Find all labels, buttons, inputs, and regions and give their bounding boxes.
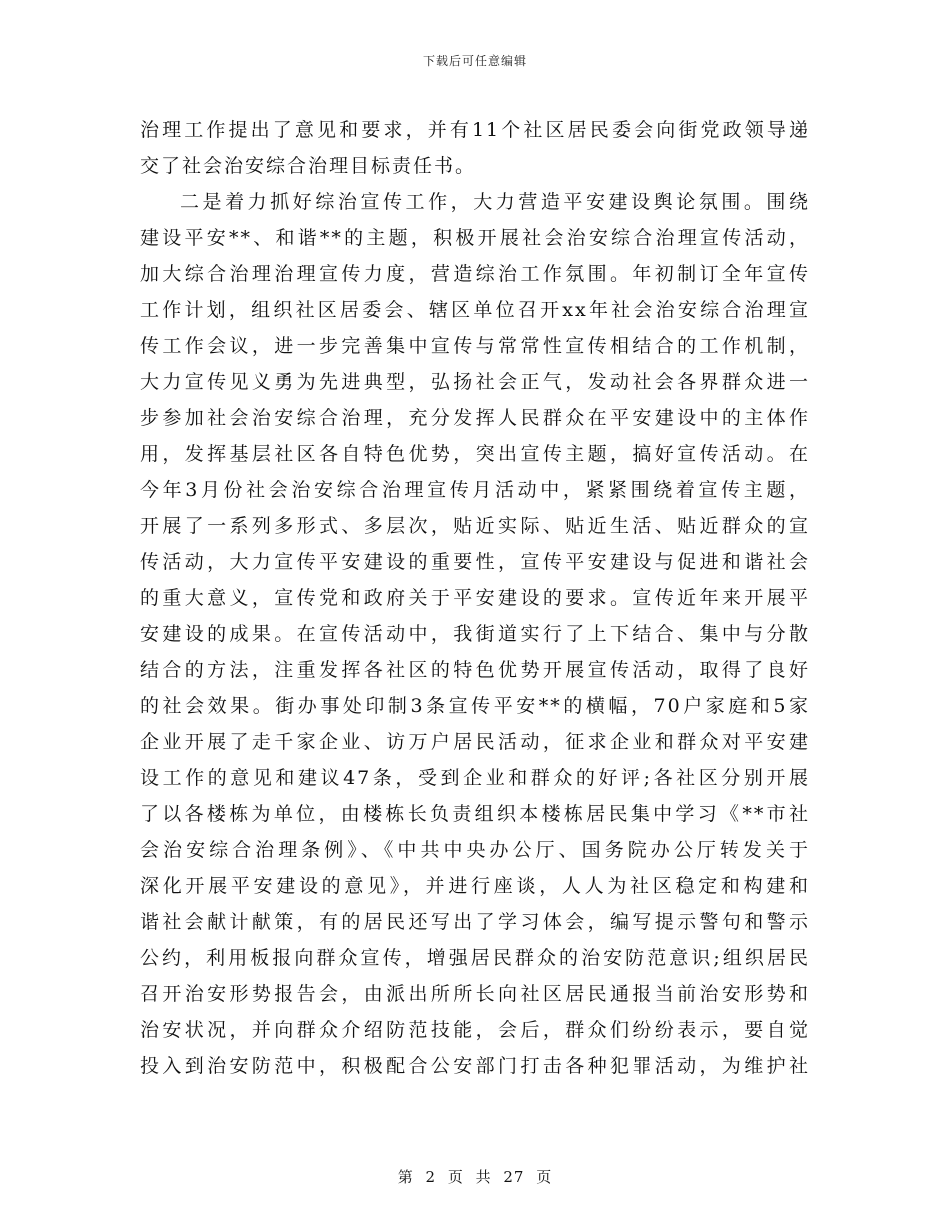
text-line: 用，发挥基层社区各自特色优势，突出宣传主题，搞好宣传活动。在	[140, 443, 810, 465]
text-line: 谐社会献计献策，有的居民还写出了学习体会，编写提示警句和警示	[140, 911, 810, 933]
text-line: 今年3月份社会治安综合治理宣传月活动中，紧紧围绕着宣传主题，	[140, 479, 810, 501]
text-line: 深化开展平安建设的意见》，并进行座谈，人人为社区稳定和构建和	[140, 875, 810, 897]
text-line: 治安状况，并向群众介绍防范技能，会后，群众们纷纷表示，要自觉	[140, 1019, 810, 1041]
text-line: 的重大意义，宣传党和政府关于平安建设的要求。宣传近年来开展平	[140, 587, 810, 609]
text-line: 大力宣传见义勇为先进典型，弘扬社会正气，发动社会各界群众进一	[140, 371, 810, 393]
page-header: 下载后可任意编辑	[422, 54, 527, 68]
text-line: 开展了一系列多形式、多层次，贴近实际、贴近生活、贴近群众的宣	[140, 515, 810, 537]
paragraph-first-line: 二是着力抓好综治宣传工作，大力营造平安建设舆论氛围。围绕	[180, 191, 810, 213]
text-line: 交了社会治安综合治理目标责任书。	[140, 155, 477, 177]
text-line: 设工作的意见和建议47条，受到企业和群众的好评;各社区分别开展	[140, 767, 810, 789]
text-line: 建设平安**、和谐**的主题，积极开展社会治安综合治理宣传活动，	[140, 227, 810, 249]
text-line: 安建设的成果。在宣传活动中，我街道实行了上下结合、集中与分散	[140, 623, 810, 645]
document-body	[140, 112, 810, 1084]
text-line: 投入到治安防范中，积极配合公安部门打击各种犯罪活动，为维护社	[140, 1055, 810, 1077]
text-line: 工作计划，组织社区居委会、辖区单位召开xx年社会治安综合治理宣	[140, 299, 810, 321]
text-line: 步参加社会治安综合治理，充分发挥人民群众在平安建设中的主体作	[140, 407, 810, 429]
text-line: 结合的方法，注重发挥各社区的特色优势开展宣传活动，取得了良好	[140, 659, 810, 681]
text-line: 了以各楼栋为单位，由楼栋长负责组织本楼栋居民集中学习《**市社	[140, 803, 810, 825]
text-line: 传工作会议，进一步完善集中宣传与常常性宣传相结合的工作机制，	[140, 335, 810, 357]
text-line: 的社会效果。街办事处印制3条宣传平安**的横幅，70户家庭和5家	[140, 695, 810, 717]
page-number-footer: 第 2 页 共 27 页	[397, 1168, 553, 1186]
text-line: 加大综合治理治理宣传力度，营造综治工作氛围。年初制订全年宣传	[140, 263, 810, 285]
text-line: 企业开展了走千家企业、访万户居民活动，征求企业和群众对平安建	[140, 731, 810, 753]
text-line: 召开治安形势报告会，由派出所所长向社区居民通报当前治安形势和	[140, 983, 810, 1005]
text-line: 治理工作提出了意见和要求，并有11个社区居民委会向街党政领导递	[140, 119, 810, 141]
text-line: 会治安综合治理条例》、《中共中央办公厅、国务院办公厅转发关于	[140, 839, 810, 861]
text-line: 公约，利用板报向群众宣传，增强居民群众的治安防范意识;组织居民	[140, 947, 810, 969]
text-line: 传活动，大力宣传平安建设的重要性，宣传平安建设与促进和谐社会	[140, 551, 810, 573]
